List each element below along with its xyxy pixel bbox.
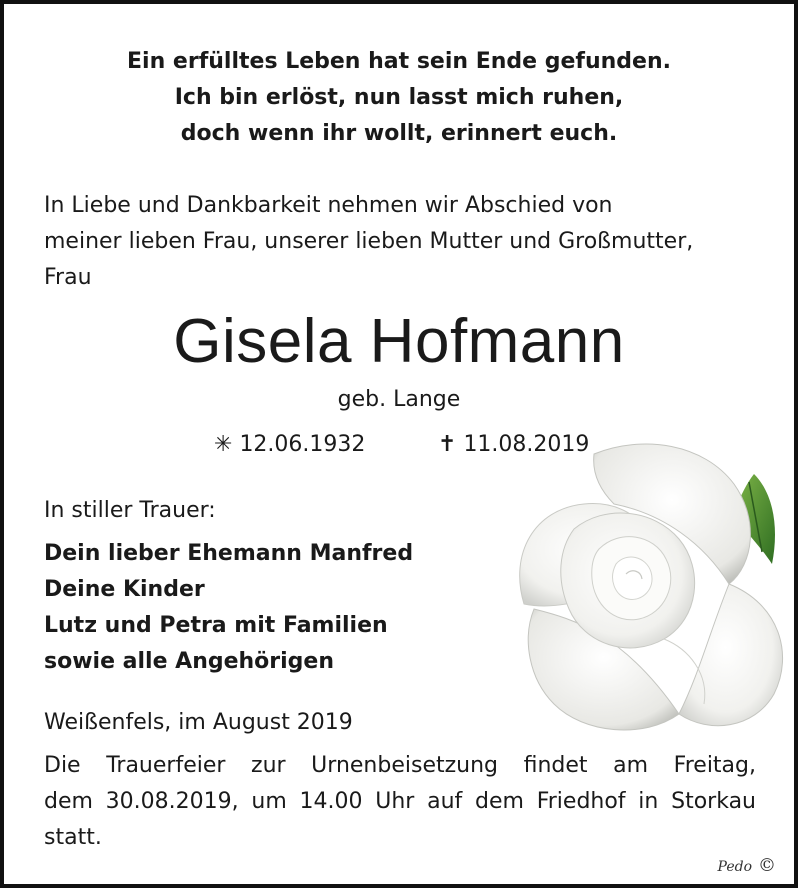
funeral-info [44,748,756,856]
deceased-name: Gisela Hofmann [173,307,625,376]
funeral-line: statt. [44,825,102,850]
mourning-heading: In stiller Trauer: [44,498,216,523]
mourner-line: Dein lieber Ehemann Manfred [44,541,414,566]
publisher-signature [718,855,776,876]
intro-line: Frau [44,265,92,290]
poem [4,44,794,152]
funeral-line: Die Trauerfeier zur Urnenbeisetzung findet am Freitag, [44,753,756,778]
mourners-list [44,536,413,680]
cross-icon: ✝ [438,432,457,457]
funeral-line: dem 30.08.2019, um 14.00 Uhr auf dem Friedhof in Storkau [44,789,756,814]
birth-date-value: 12.06.1932 [239,432,366,457]
death-date-value: 11.08.2019 [463,432,590,457]
signature-text: Pedo [717,859,752,875]
birth-date [214,428,365,462]
birth-name: geb. Lange [337,387,461,412]
intro-line: In Liebe und Dankbarkeit nehmen wir Abschied von [44,193,613,218]
copyright-icon: © [758,855,776,876]
place-date: Weißenfels, im August 2019 [44,710,353,735]
poem-line: Ein erfülltes Leben hat sein Ende gefunden. [127,49,671,74]
poem-line: Ich bin erlöst, nun lasst mich ruhen, [174,85,624,110]
intro-line: meiner lieben Frau, unserer lieben Mutter und Großmutter, [44,229,694,254]
white-rose-icon [504,434,794,744]
star-icon: ✳ [214,432,233,457]
mourner-line: Lutz und Petra mit Familien [44,613,388,638]
intro-text [44,188,774,296]
poem-line: doch wenn ihr wollt, erinnert euch. [180,121,618,146]
mourner-line: sowie alle Angehörigen [44,649,335,674]
mourner-line: Deine Kinder [44,577,205,602]
